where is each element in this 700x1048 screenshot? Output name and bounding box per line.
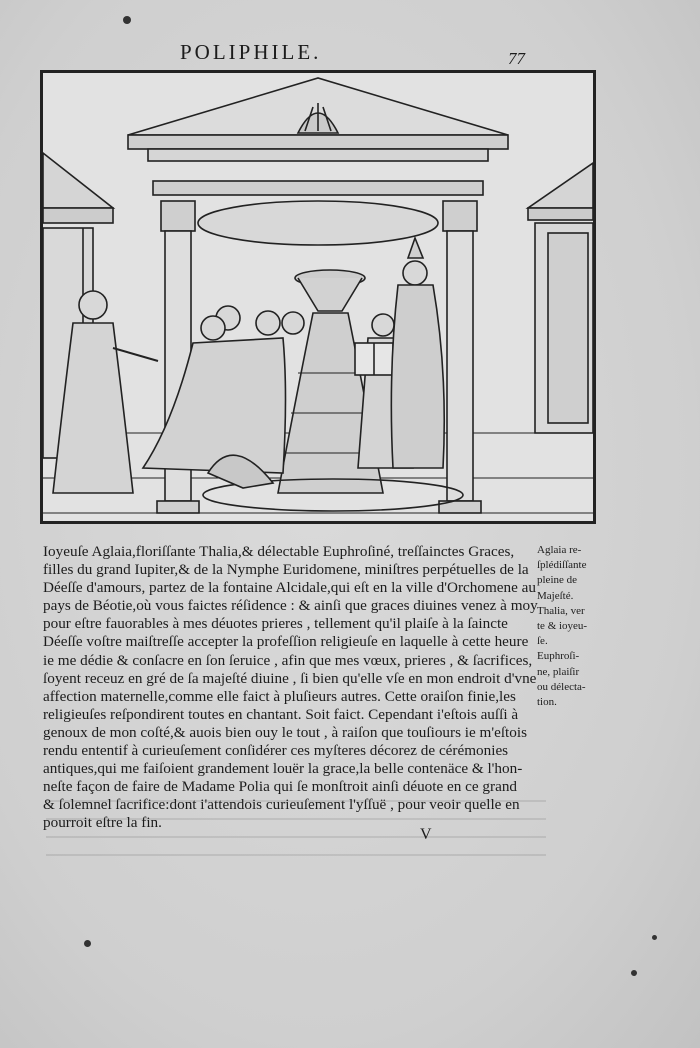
text-line: genoux de mon coſté,& auois bien ouy le tout , à raiſon que touſiours ie m'eſtois [43,723,528,741]
marginal-line: Majeſté. [537,589,574,602]
marginal-note [537,543,612,710]
body-text [43,543,538,833]
temple-pediment [128,78,508,195]
text-line: ie me dédie & conſacre en ſon ſeruice , afin que mes vœux, prieres , & ſacrifices, [43,651,533,669]
marginal-line: Aglaia re- [537,544,582,556]
woodcut-illustration [40,70,596,524]
text-line: antiques,qui me faiſoient grandement louër la grace,la belle contenäce & l'hon- [43,760,523,778]
marginal-line: tion. [537,696,557,709]
right-column [439,201,481,513]
ink-speck [84,940,91,947]
marginal-line: Thalia, ver [537,604,585,617]
text-line: rendu ententif à curieuſement conſidérer ces myſteres décorez de cérémonies [43,742,509,760]
text-line: ſoyent receuz en gré de ſa majeſté diuine , ſi bien qu'elle vſe en mon endroit d'vne [43,669,537,687]
marginal-line: ne, plaiſir [537,665,580,678]
text-line: pour eſtre fauorables à mes déuotes prieres , tellement qu'il plaiſe à la ſaincte [43,615,508,633]
marginal-line: Euphroſi- [537,650,580,663]
temple-arch [198,201,438,245]
text-line: affection maternelle,comme elle faict à pluſieurs autres. Cette oraiſon finie,les [43,687,516,705]
show-through [46,800,546,860]
text-line: Ioyeuſe Aglaia,floriſſante Thalia,& délectable Euphroſiné, treſſainctes Graces, [43,543,515,560]
text-line: religieuſes reſpondirent toutes en chantant. Soit faict. Cependant i'eſtois auſſi à [43,705,519,723]
marginal-line: pleine de [537,574,578,587]
text-line: & ſolemnel ſacrifice:dont i'attendois curieuſement l'yſſuë , pour veoir quelle en [43,796,520,814]
marginal-line: ſplédiſſante [537,559,587,572]
running-head: POLIPHILE. [180,40,322,64]
priest-figure [391,238,444,468]
text-line: pourroit eſtre la fin. [43,814,162,832]
marginal-line: ſe. [537,635,548,648]
woodcut-scene [43,73,593,521]
ink-speck [652,935,657,940]
marginal-line: te & ioyeu- [537,620,588,633]
text-line: filles du grand Iupiter,& de la Nymphe Euridomene, miniſtres perpétuelles de la [43,561,529,579]
ink-speck [631,970,637,976]
page-number: 77 [508,49,525,68]
marginal-line: ou délecta- [537,680,586,693]
ink-speck [123,16,131,24]
right-building [528,163,593,433]
text-line: Déeſſe d'amours, partez de la fontaine Alcidale,qui eſt en la ville d'Orchomene au [43,579,536,597]
text-line: neſte façon de faire de Madame Polia qui ſe monſtroit ainſi déuote en ce grand [43,778,518,796]
signature-mark: V [420,826,432,843]
text-line: Déeſſe voſtre maiſtreſſe accepter la profeſſion religieuſe en laquelle à cette heure [43,633,529,651]
text-line: pays de Béotie,où vous faictes réſidence : & ainſi que graces diuines venez à moy [43,597,538,615]
